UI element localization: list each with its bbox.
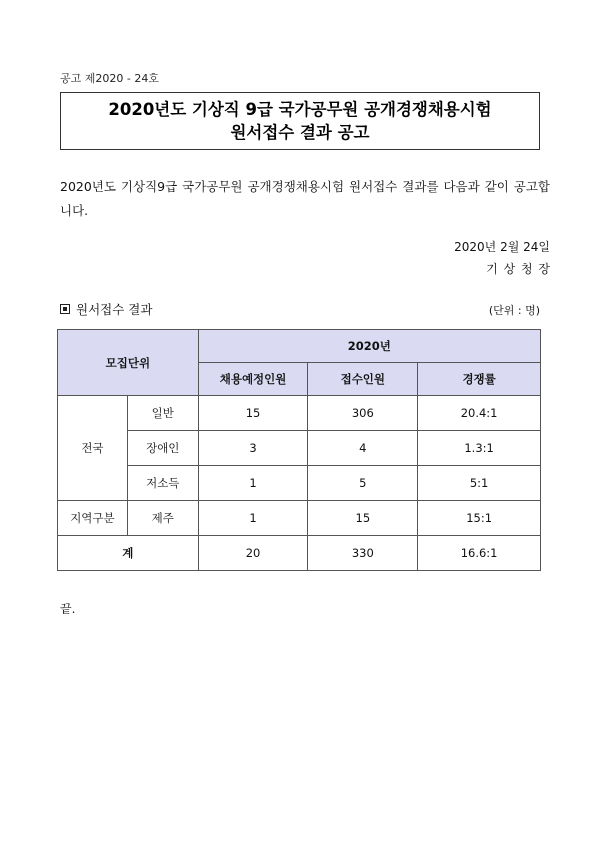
sub-unit: 저소득 xyxy=(127,466,198,501)
table-row xyxy=(58,396,541,431)
agency-name: 기 상 청 장 xyxy=(486,262,550,276)
table-row xyxy=(58,501,541,536)
header-applicants: 접수인원 xyxy=(308,363,418,396)
total-ratio: 16.6:1 xyxy=(418,536,541,571)
planned-cell: 15 xyxy=(198,396,308,431)
title-line-1: 2020년도 기상직 9급 국가공무원 공개경쟁채용시험 xyxy=(108,100,492,119)
header-year: 2020년 xyxy=(198,330,540,363)
header-planned: 채용예정인원 xyxy=(198,363,308,396)
sub-unit: 제주 xyxy=(127,501,198,536)
header-ratio: 경쟁률 xyxy=(418,363,541,396)
ratio-cell: 5:1 xyxy=(418,466,541,501)
applicants-cell: 306 xyxy=(308,396,418,431)
title-box xyxy=(60,92,540,150)
announcement-date: 2020년 2월 24일 xyxy=(454,240,550,254)
ratio-cell: 1.3:1 xyxy=(418,431,541,466)
section-heading xyxy=(60,300,152,318)
total-row xyxy=(58,536,541,571)
unit-label: (단위 : 명) xyxy=(488,304,540,317)
applicants-cell: 5 xyxy=(308,466,418,501)
total-planned: 20 xyxy=(198,536,308,571)
body-paragraph: 2020년도 기상직9급 국가공무원 공개경쟁채용시험 원서접수 결과를 다음과 같이 공고합니다. xyxy=(60,179,550,218)
applicants-cell: 15 xyxy=(308,501,418,536)
group-label-regional: 지역구분 xyxy=(58,501,128,536)
table-row xyxy=(58,431,541,466)
sub-unit: 장애인 xyxy=(127,431,198,466)
square-bullet-icon xyxy=(60,304,70,314)
notice-number: 공고 제2020 - 24호 xyxy=(60,72,159,85)
group-label-national: 전국 xyxy=(58,396,128,501)
result-table xyxy=(57,329,541,571)
header-recruit-unit: 모집단위 xyxy=(58,330,199,396)
total-applicants: 330 xyxy=(308,536,418,571)
applicants-cell: 4 xyxy=(308,431,418,466)
section-title: 원서접수 결과 xyxy=(76,302,153,317)
sub-unit: 일반 xyxy=(127,396,198,431)
planned-cell: 1 xyxy=(198,501,308,536)
planned-cell: 3 xyxy=(198,431,308,466)
table-row xyxy=(58,466,541,501)
ratio-cell: 15:1 xyxy=(418,501,541,536)
ratio-cell: 20.4:1 xyxy=(418,396,541,431)
total-label: 계 xyxy=(58,536,199,571)
title-line-2: 원서접수 결과 공고 xyxy=(230,123,370,142)
planned-cell: 1 xyxy=(198,466,308,501)
end-mark: 끝. xyxy=(60,602,76,616)
